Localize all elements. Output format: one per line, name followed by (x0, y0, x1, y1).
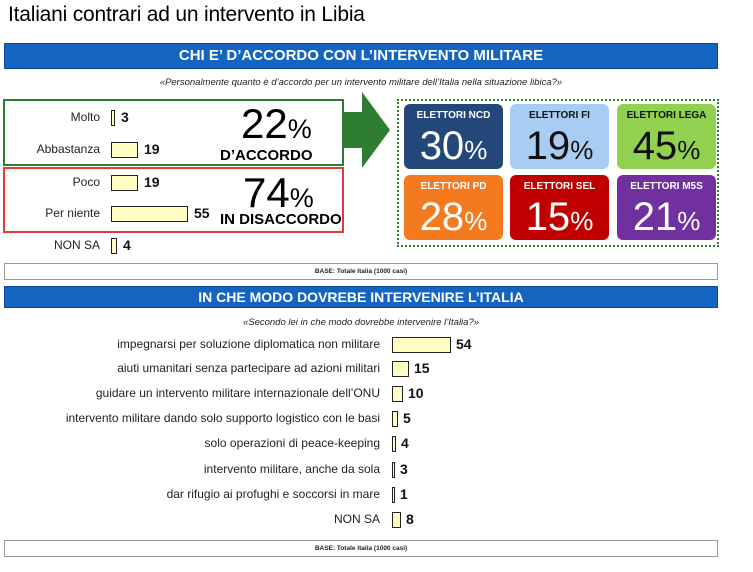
party-tile (617, 175, 716, 240)
bar (111, 142, 138, 158)
bar (392, 386, 403, 402)
party-pct (617, 126, 716, 166)
category-label: aiuti umanitari senza partecipare ad azioni militari (117, 361, 380, 375)
party-pct-sign: % (677, 135, 701, 165)
party-tile (510, 104, 609, 169)
party-pct-value: 21 (632, 195, 678, 239)
agree-pct-value: 22 (241, 100, 288, 147)
bar (392, 436, 396, 452)
party-pct-sign: % (570, 206, 594, 236)
data-label: 8 (406, 511, 414, 527)
party-pct-value: 45 (632, 124, 678, 168)
bar (392, 337, 451, 353)
party-tile (404, 104, 503, 169)
section2-base: BASE: Totale Italia (1000 casi) (4, 540, 718, 557)
section1-question: «Personalmente quanto è d’accordo per un intervento militare dell’Italia nella situazione libica?» (159, 77, 563, 88)
party-name: ELETTORI NCD (416, 110, 491, 121)
data-label: 19 (144, 174, 160, 190)
party-pct-sign: % (570, 135, 594, 165)
category-label: intervento militare, anche da sola (203, 462, 380, 476)
category-label: Abbastanza (36, 142, 100, 156)
arrow-icon (344, 92, 392, 168)
party-pct-value: 30 (419, 124, 465, 168)
category-label: intervento militare dando solo supporto logistico con le basi (65, 411, 380, 425)
party-pct (510, 197, 609, 237)
party-pct-sign: % (464, 135, 488, 165)
category-label: dar rifugio ai profughi e soccorsi in mare (166, 487, 380, 501)
party-name: ELETTORI PD (420, 181, 487, 192)
party-pct (617, 197, 716, 237)
category-label: Per niente (45, 206, 100, 220)
agree-pct-sign: % (287, 114, 312, 144)
category-label: Poco (72, 175, 100, 189)
party-pct-sign: % (464, 206, 488, 236)
data-label: 4 (123, 237, 131, 253)
party-tile (617, 104, 716, 169)
party-pct (510, 126, 609, 166)
category-label: impegnarsi per soluzione diplomatica non militare (117, 337, 380, 351)
bar (392, 411, 398, 427)
category-label: NON SA (53, 238, 100, 252)
category-label: solo operazioni di peace-keeping (204, 436, 380, 450)
disagree-pct-sign: % (289, 183, 314, 213)
disagree-pct (243, 169, 314, 216)
category-label: guidare un intervento militare internazionale dell’ONU (95, 386, 380, 400)
data-label: 3 (121, 109, 129, 125)
agree-label: D’ACCORDO (220, 147, 313, 164)
bar (392, 487, 395, 503)
agree-pct (241, 100, 312, 147)
party-pct-value: 28 (419, 195, 465, 239)
data-label: 4 (401, 435, 409, 451)
section1-banner: CHI E’ D’ACCORDO CON L’INTERVENTO MILITARE (4, 43, 718, 69)
party-pct (404, 197, 503, 237)
data-label: 15 (414, 360, 430, 376)
bar (111, 206, 188, 222)
party-name: ELETTORI FI (529, 110, 590, 121)
party-tile (404, 175, 503, 240)
party-pct (404, 126, 503, 166)
party-name: ELETTORI LEGA (626, 110, 707, 121)
disagree-label: IN DISACCORDO (220, 211, 342, 228)
category-label: Molto (70, 110, 100, 124)
party-pct-value: 19 (525, 124, 571, 168)
page-title: Italiani contrari ad un intervento in Libia (8, 3, 365, 26)
party-pct-value: 15 (525, 195, 571, 239)
bar (111, 238, 117, 254)
data-label: 5 (403, 410, 411, 426)
data-label: 10 (408, 385, 424, 401)
bar (392, 361, 409, 377)
bar (392, 462, 395, 478)
party-name: ELETTORI SEL (523, 181, 596, 192)
data-label: 19 (144, 141, 160, 157)
bar (111, 110, 115, 126)
party-tile (510, 175, 609, 240)
category-label: NON SA (333, 512, 380, 526)
data-label: 54 (456, 336, 472, 352)
data-label: 55 (194, 205, 210, 221)
section2-banner: IN CHE MODO DOVREBE INTERVENIRE L’ITALIA (4, 286, 718, 308)
bar (111, 175, 138, 191)
data-label: 1 (400, 486, 408, 502)
section2-question: «Secondo lei in che modo dovrebbe intervenire l’Italia?» (242, 317, 480, 328)
section1-base: BASE: Totale Italia (1000 casi) (4, 263, 718, 280)
party-pct-sign: % (677, 206, 701, 236)
data-label: 3 (400, 461, 408, 477)
disagree-pct-value: 74 (243, 169, 290, 216)
bar (392, 512, 401, 528)
party-name: ELETTORI M5S (630, 181, 703, 192)
